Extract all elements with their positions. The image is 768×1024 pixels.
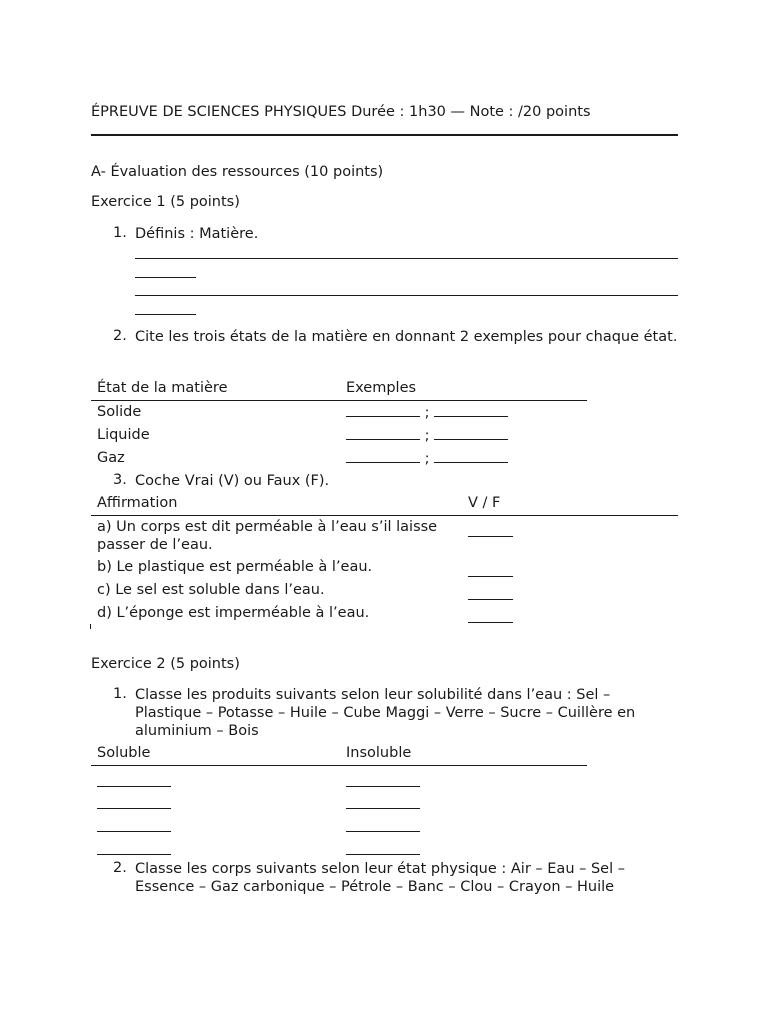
table-cell-state: Solide bbox=[97, 404, 142, 420]
soluble-answer-field[interactable] bbox=[97, 786, 171, 787]
examples-answer[interactable] bbox=[346, 450, 508, 467]
table-header-rule bbox=[91, 765, 587, 766]
table-cell-affirmation: c) Le sel est soluble dans l’eau. bbox=[97, 582, 325, 598]
answer-line[interactable] bbox=[135, 258, 678, 259]
table-header-rule bbox=[91, 400, 587, 401]
answer-line[interactable] bbox=[135, 314, 196, 315]
question-text: Coche Vrai (V) ou Faux (F). bbox=[135, 473, 330, 489]
blank-field[interactable] bbox=[434, 450, 508, 463]
table-header-affirmation: Affirmation bbox=[97, 495, 178, 511]
table-header-insoluble: Insoluble bbox=[346, 745, 412, 761]
item-number: 3. bbox=[113, 472, 127, 488]
table-cell-state: Liquide bbox=[97, 427, 150, 443]
insoluble-answer-field[interactable] bbox=[346, 854, 420, 855]
blank-field[interactable] bbox=[434, 427, 508, 440]
section-a-title: A- Évaluation des ressources (10 points) bbox=[91, 164, 384, 180]
question-text: Définis : Matière. bbox=[135, 226, 259, 242]
table-header-vf: V / F bbox=[468, 495, 501, 511]
header-divider bbox=[91, 134, 678, 136]
separator: ; bbox=[424, 405, 430, 421]
exercise-1-title: Exercice 1 (5 points) bbox=[91, 194, 240, 210]
table-header-rule bbox=[91, 515, 678, 516]
item-number: 2. bbox=[113, 860, 127, 876]
table-cell-affirmation: d) L’éponge est imperméable à l’eau. bbox=[97, 605, 370, 621]
table-cell-affirmation: b) Le plastique est perméable à l’eau. bbox=[97, 559, 373, 575]
item-number: 1. bbox=[113, 225, 127, 241]
table-cell-state: Gaz bbox=[97, 450, 125, 466]
vf-answer-field[interactable] bbox=[468, 599, 513, 600]
separator: ; bbox=[424, 451, 430, 467]
examples-answer[interactable] bbox=[346, 404, 508, 421]
exercise-2-title: Exercice 2 (5 points) bbox=[91, 656, 240, 672]
table-cell-affirmation: a) Un corps est dit perméable à l’eau s’il laisse passer de l’eau. bbox=[97, 519, 438, 553]
vf-answer-field[interactable] bbox=[468, 576, 513, 577]
table-edge-mark bbox=[90, 624, 91, 629]
item-number: 2. bbox=[113, 328, 127, 344]
blank-field[interactable] bbox=[434, 404, 508, 417]
vf-answer-field[interactable] bbox=[468, 536, 513, 537]
question-text: Classe les corps suivants selon leur état physique : Air – Eau – Sel – Essence – Gaz carbonique – Pétrole – Banc – Clou – Crayon – Huile bbox=[135, 861, 625, 895]
insoluble-answer-field[interactable] bbox=[346, 786, 420, 787]
blank-field[interactable] bbox=[346, 450, 420, 463]
exam-page bbox=[91, 0, 678, 1024]
question-text: Classe les produits suivants selon leur solubilité dans l’eau : Sel – Plastique – Potasse – Huile – Cube Maggi – Verre – Sucre – Cuillère en aluminium – Bois bbox=[135, 687, 636, 739]
soluble-answer-field[interactable] bbox=[97, 831, 171, 832]
insoluble-answer-field[interactable] bbox=[346, 808, 420, 809]
blank-field[interactable] bbox=[346, 404, 420, 417]
question-text: Cite les trois états de la matière en donnant 2 exemples pour chaque état. bbox=[135, 329, 678, 345]
examples-answer[interactable] bbox=[346, 427, 508, 444]
soluble-answer-field[interactable] bbox=[97, 808, 171, 809]
separator: ; bbox=[424, 428, 430, 444]
table-header-examples: Exemples bbox=[346, 380, 417, 396]
table-header-soluble: Soluble bbox=[97, 745, 151, 761]
answer-line[interactable] bbox=[135, 277, 196, 278]
insoluble-answer-field[interactable] bbox=[346, 831, 420, 832]
blank-field[interactable] bbox=[346, 427, 420, 440]
item-number: 1. bbox=[113, 686, 127, 702]
answer-line[interactable] bbox=[135, 295, 678, 296]
vf-answer-field[interactable] bbox=[468, 622, 513, 623]
exam-header: ÉPREUVE DE SCIENCES PHYSIQUES Durée : 1h30 — Note : /20 points bbox=[91, 104, 591, 120]
table-header-state: État de la matière bbox=[97, 380, 228, 396]
soluble-answer-field[interactable] bbox=[97, 854, 171, 855]
